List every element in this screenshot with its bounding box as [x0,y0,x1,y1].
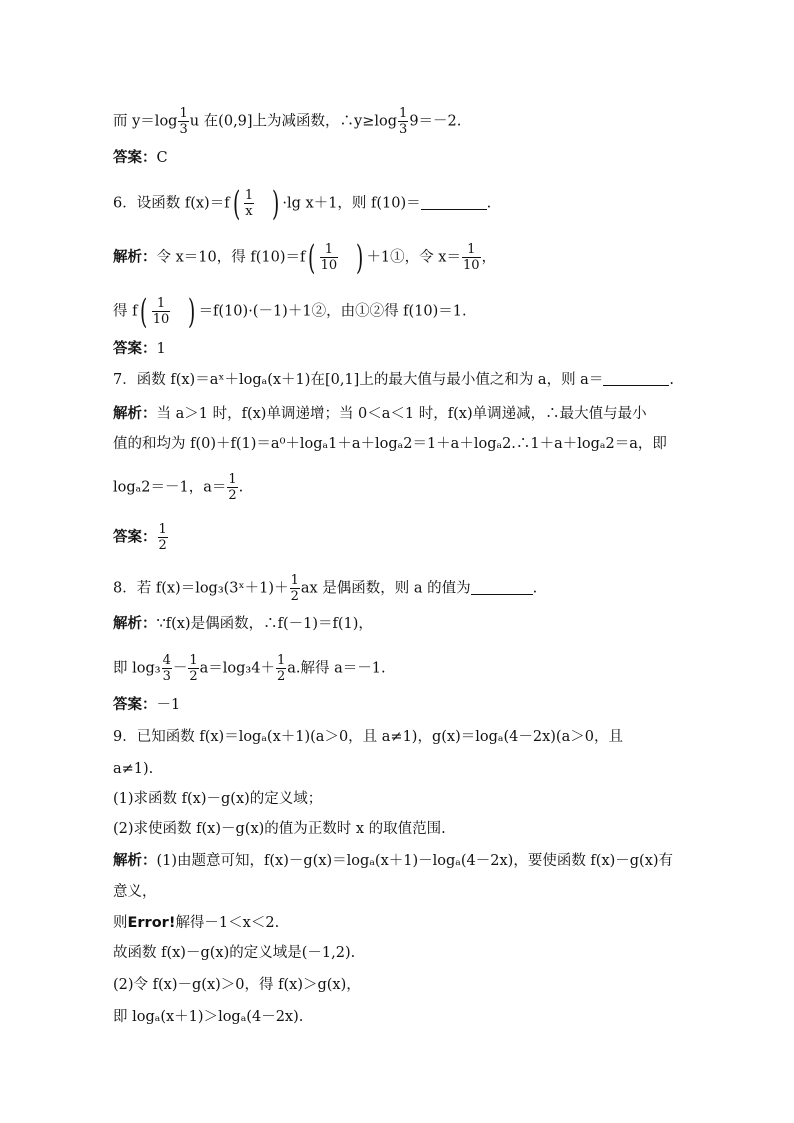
denominator: 2 [290,589,299,604]
denominator: 3 [399,122,408,137]
text: . [238,479,244,496]
fraction [227,472,237,503]
text: 9．已知函数 f(x)＝logₐ(x＋1)(a＞0，且 a≠1)，g(x)＝logₐ(4－2x)(a＞0，且 [113,729,623,745]
denominator: 2 [158,538,167,553]
text: 得 f [113,303,138,320]
denominator: 3 [179,122,188,137]
text: ＋1①，令 x＝ [366,249,461,266]
fraction [398,106,408,137]
denominator: x [245,204,253,219]
solution-line [113,106,461,137]
text: 7．函数 f(x)＝aˣ＋logₐ(x＋1)在[0,1]上的最大值与最小值之和为 a，则 a＝ [113,372,604,388]
answer-value: 1 [156,341,166,357]
fraction [462,242,481,273]
text: 值的和均为 f(0)＋f(1)＝a⁰＋logₐ1＋a＋logₐ2＝1＋a＋logₐ2.∴1＋a＋logₐ2＝a，即 [113,436,667,452]
text: (1)求函数 f(x)－g(x)的定义域； [113,791,323,807]
analysis-9-line-2 [113,882,157,902]
numerator: 1 [228,472,237,487]
answer-line [113,695,180,715]
question-9-part-1 [113,789,322,809]
numerator: 1 [152,296,171,312]
text: ·lg x＋1，则 f(10)＝ [282,195,421,212]
right-paren: ) [272,183,280,224]
text: 意义， [113,884,157,900]
fraction [276,653,286,684]
question-9-part-2 [113,819,446,839]
text: 9＝－2. [409,113,462,130]
denominator: 10 [320,258,338,273]
analysis-9-line-3 [113,913,279,933]
denominator: 10 [462,258,480,273]
text: ∵f(x)是偶函数，∴f(－1)＝f(1)， [156,616,373,632]
text: ax 是偶函数，则 a 的值为 [300,580,471,597]
numerator: 1 [189,653,198,668]
analysis-9-line-1 [113,851,673,871]
text: － [172,660,188,677]
answer-blank [471,582,533,595]
analysis-label: 解析： [113,406,157,422]
fraction [244,188,254,219]
numerator: 1 [276,653,286,668]
analysis-8-line-2 [113,653,386,684]
text: a＝log₃4＋ [199,660,275,677]
fraction [320,242,339,273]
answer-label: 答案： [113,150,157,166]
denominator: 10 [152,312,170,327]
analysis-6-line-1 [113,237,496,278]
fraction [178,106,188,137]
denominator: 3 [162,669,171,684]
text: logₐ2＝－1，a＝ [113,479,227,496]
text: 令 x＝10，得 f(10)＝f [156,249,306,266]
analysis-8-line-1 [113,614,373,634]
text: (2)令 f(x)－g(x)＞0，得 f(x)＞g(x)， [113,977,361,993]
analysis-9-line-6 [113,1007,303,1027]
analysis-label: 解析： [113,853,157,869]
text: 而 y＝log [113,113,178,130]
numerator: 1 [290,573,299,588]
left-paren: ( [140,291,148,332]
text: 解得－1＜x＜2. [175,915,280,931]
numerator: 4 [162,653,171,668]
denominator: 2 [276,669,286,684]
analysis-7-line-2 [113,434,667,454]
numerator: 1 [320,242,339,258]
text: u 在(0,9]上为减函数，∴y≥log [189,113,398,130]
denominator: 2 [228,488,237,503]
question-8: 8．若 f(x)＝log₃(3ˣ＋1)＋ $\frac{1}{2}$ ax 是偶函数，则 a 的值为 . [113,573,538,604]
answer-line [113,339,166,359]
left-paren: ( [232,183,240,224]
text: 故函数 f(x)－g(x)的定义域是(－1,2). [113,945,356,961]
question-9-line-1 [113,727,623,747]
numerator: 1 [462,242,481,258]
numerator: 1 [158,522,167,537]
analysis-label: 解析： [113,249,157,266]
text: ， [481,249,496,266]
analysis-7-line-1 [113,404,647,424]
answer-blank [603,373,669,386]
answer-label: 答案： [113,529,157,546]
right-paren: ) [356,237,364,278]
text: a≠1). [113,761,154,777]
answer-fraction [158,522,168,553]
answer-label: 答案： [113,697,157,713]
answer-blank [421,197,487,210]
numerator: 1 [399,106,408,121]
text: (1)由题意可知，f(x)－g(x)＝logₐ(x＋1)－logₐ(4－2x)，要使函数 f(x)－g(x)有 [156,853,674,869]
text: a.解得 a＝－1. [287,660,386,677]
fraction [162,653,172,684]
answer-line [113,148,168,168]
question-6: 6．设函数 f(x)＝f( $\frac{1}{x}$ ) ·lg x＋1，则 f(10)＝ . [113,183,492,224]
question-7: 7．函数 f(x)＝aˣ＋logₐ(x＋1)在[0,1]上的最大值与最小值之和为 a，则 a＝ . [113,372,674,388]
fraction [188,653,198,684]
analysis-6-line-2 [113,291,467,332]
fraction [290,573,300,604]
answer-value: C [156,150,168,166]
analysis-9-line-4 [113,943,355,963]
analysis-7-line-3 [113,472,243,503]
right-paren: ) [188,291,196,332]
analysis-label: 解析： [113,616,157,632]
text: 即 log₃ [113,660,161,677]
text: ＝f(10)·(－1)＋1②，由①②得 f(10)＝1. [198,303,467,320]
left-paren: ( [308,237,316,278]
text: 即 logₐ(x＋1)＞logₐ(4－2x). [113,1009,304,1025]
text: 8．若 f(x)＝log₃(3ˣ＋1)＋ [113,580,289,597]
question-9-line-2 [113,759,153,779]
denominator: 2 [189,669,198,684]
answer-label: 答案： [113,341,157,357]
numerator: 1 [179,106,188,121]
text: 则 [113,915,128,931]
numerator: 1 [244,188,254,203]
answer-value: －1 [156,697,181,713]
text: 6．设函数 f(x)＝f [113,195,230,212]
fraction [152,296,171,327]
error-text: Error! [127,915,176,931]
answer-line [113,522,169,553]
text: (2)求使函数 f(x)－g(x)的值为正数时 x 的取值范围. [113,821,446,837]
text: 当 a＞1 时，f(x)单调递增；当 0＜a＜1 时，f(x)单调递减，∴最大值与最小 [156,406,647,422]
analysis-9-line-5 [113,975,361,995]
